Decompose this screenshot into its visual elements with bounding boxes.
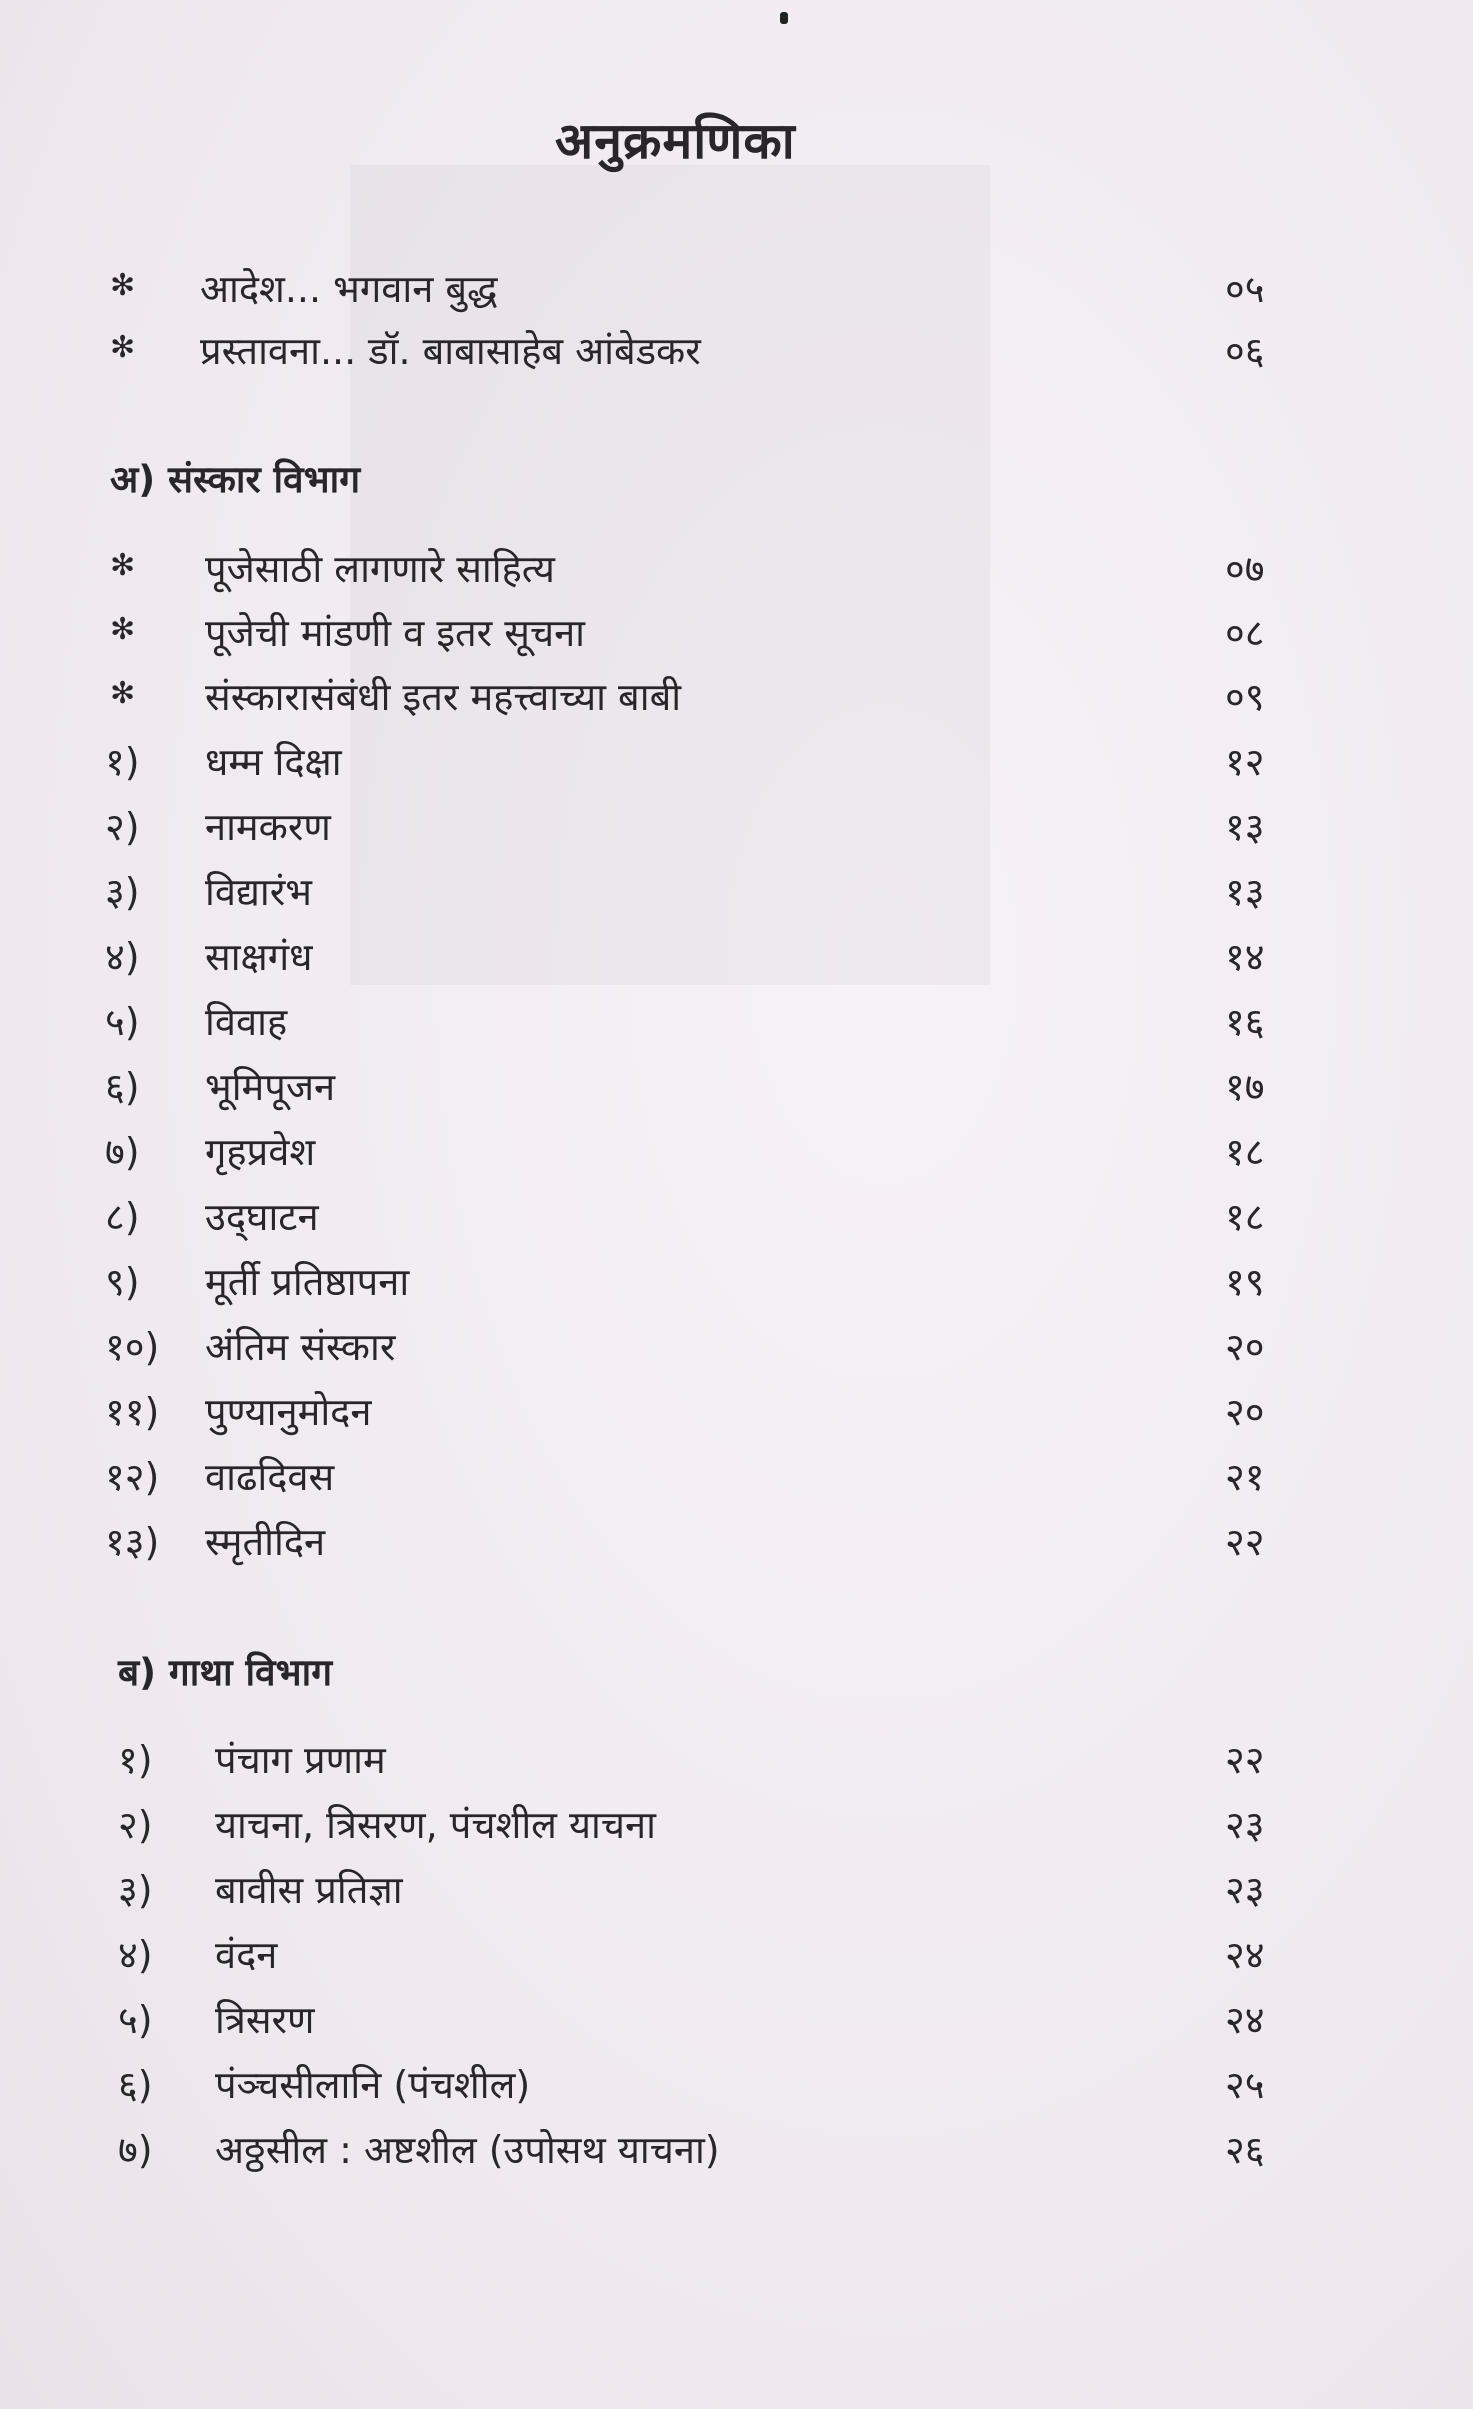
toc-label: याचना, त्रिसरण, पंचशील याचना (215, 1803, 656, 1847)
toc-page: १२ (1225, 740, 1265, 784)
toc-marker: ✻ (110, 612, 136, 647)
toc-marker: ११) (105, 1390, 160, 1434)
toc-label: आदेश... भगवान बुद्ध (200, 267, 498, 311)
toc-page: ०९ (1225, 675, 1265, 719)
toc-marker: १२) (105, 1455, 160, 1499)
toc-row (0, 1385, 1473, 1445)
section-b-heading: ब) गाथा विभाग (118, 1651, 333, 1694)
toc-row (0, 1733, 1473, 1793)
toc-row (0, 800, 1473, 860)
toc-page: २४ (1225, 1933, 1265, 1977)
section-a-heading: अ) संस्कार विभाग (110, 458, 361, 501)
toc-row (0, 542, 1473, 602)
toc-label: पंञ्चसीलानि (पंचशील) (215, 2063, 531, 2107)
toc-page: २० (1225, 1390, 1265, 1434)
toc-row (0, 324, 1473, 384)
toc-label: पंचाग प्रणाम (215, 1738, 386, 1782)
toc-row (0, 1798, 1473, 1858)
toc-page: १३ (1225, 870, 1265, 914)
toc-label: गृहप्रवेश (205, 1130, 316, 1174)
toc-marker: ३) (105, 870, 140, 914)
toc-label: स्मृतीदिन (205, 1520, 326, 1564)
toc-row (0, 606, 1473, 666)
toc-marker: १३) (105, 1520, 160, 1564)
toc-page: २३ (1225, 1803, 1265, 1847)
toc-label: विद्यारंभ (205, 870, 313, 914)
toc-page: १८ (1225, 1130, 1265, 1174)
toc-marker: ७) (105, 1130, 140, 1174)
toc-page: १७ (1225, 1065, 1265, 1109)
toc-page: १९ (1225, 1260, 1265, 1304)
toc-marker: ९) (105, 1260, 140, 1304)
toc-row (0, 2123, 1473, 2183)
toc-label: साक्षगंध (205, 935, 313, 979)
toc-marker: ८) (105, 1195, 140, 1239)
toc-marker: २) (105, 805, 140, 849)
toc-marker: ५) (118, 1998, 153, 2042)
toc-label: बावीस प्रतिज्ञा (215, 1868, 403, 1912)
toc-marker: ✻ (110, 676, 136, 711)
toc-page: १३ (1225, 805, 1265, 849)
toc-marker: ७) (118, 2128, 153, 2172)
toc-label: प्रस्तावना... डॉ. बाबासाहेब आंबेडकर (200, 329, 701, 373)
toc-row (0, 995, 1473, 1055)
toc-marker: ✻ (110, 330, 136, 365)
toc-page: १४ (1225, 935, 1265, 979)
toc-page: २३ (1225, 1868, 1265, 1912)
toc-label: पूजेची मांडणी व इतर सूचना (205, 611, 586, 655)
toc-row (0, 1060, 1473, 1120)
toc-page: २० (1225, 1325, 1265, 1369)
toc-marker: ४) (118, 1933, 153, 1977)
toc-marker: ६) (118, 2063, 153, 2107)
toc-row (0, 1928, 1473, 1988)
toc-label: अठ्ठसील : अष्टशील (उपोसथ याचना) (215, 2128, 720, 2172)
toc-row (0, 262, 1473, 322)
ink-dot (780, 12, 788, 24)
toc-marker: ६) (105, 1065, 140, 1109)
toc-page: २५ (1225, 2063, 1265, 2107)
toc-label: धम्म दिक्षा (205, 740, 342, 784)
toc-label: त्रिसरण (215, 1998, 315, 2042)
toc-marker: २) (118, 1803, 153, 1847)
toc-row (0, 930, 1473, 990)
toc-row (0, 670, 1473, 730)
toc-marker: ✻ (110, 268, 136, 303)
toc-page: २४ (1225, 1998, 1265, 2042)
toc-marker: ३) (118, 1868, 153, 1912)
toc-page: १८ (1225, 1195, 1265, 1239)
page-title: अनुक्रमणिका (555, 112, 796, 170)
toc-label: भूमिपूजन (205, 1065, 336, 1109)
toc-row (0, 865, 1473, 925)
toc-page: २१ (1225, 1455, 1265, 1499)
toc-marker: ५) (105, 1000, 140, 1044)
toc-row (0, 735, 1473, 795)
toc-row (0, 1993, 1473, 2053)
toc-row (0, 1125, 1473, 1185)
toc-page: २६ (1225, 2128, 1265, 2172)
toc-marker: १) (105, 740, 140, 784)
toc-label: विवाह (205, 1000, 288, 1044)
toc-page: ०८ (1225, 611, 1265, 655)
toc-marker: ४) (105, 935, 140, 979)
toc-marker: ✻ (110, 548, 136, 583)
toc-label: संस्कारासंबंधी इतर महत्त्वाच्या बाबी (205, 675, 682, 719)
toc-marker: १) (118, 1738, 153, 1782)
toc-label: उद्‌घाटन (205, 1195, 319, 1239)
toc-label: अंतिम संस्कार (205, 1325, 396, 1369)
toc-label: वाढदिवस (205, 1455, 335, 1499)
toc-page: ०५ (1225, 267, 1265, 311)
toc-marker: १०) (105, 1325, 160, 1369)
toc-row (0, 2058, 1473, 2118)
toc-row (0, 1255, 1473, 1315)
toc-label: मूर्ती प्रतिष्ठापना (205, 1260, 410, 1304)
toc-page: ०७ (1225, 547, 1265, 591)
toc-page: ०६ (1225, 329, 1265, 373)
toc-row (0, 1450, 1473, 1510)
toc-row (0, 1320, 1473, 1380)
toc-label: पूजेसाठी लागणारे साहित्य (205, 547, 555, 591)
toc-page: २२ (1225, 1520, 1265, 1564)
toc-label: नामकरण (205, 805, 331, 849)
toc-row (0, 1190, 1473, 1250)
toc-page: २२ (1225, 1738, 1265, 1782)
toc-page: १६ (1225, 1000, 1265, 1044)
toc-label: पुण्यानुमोदन (205, 1390, 372, 1434)
toc-row (0, 1515, 1473, 1575)
toc-row (0, 1863, 1473, 1923)
toc-label: वंदन (215, 1933, 278, 1977)
